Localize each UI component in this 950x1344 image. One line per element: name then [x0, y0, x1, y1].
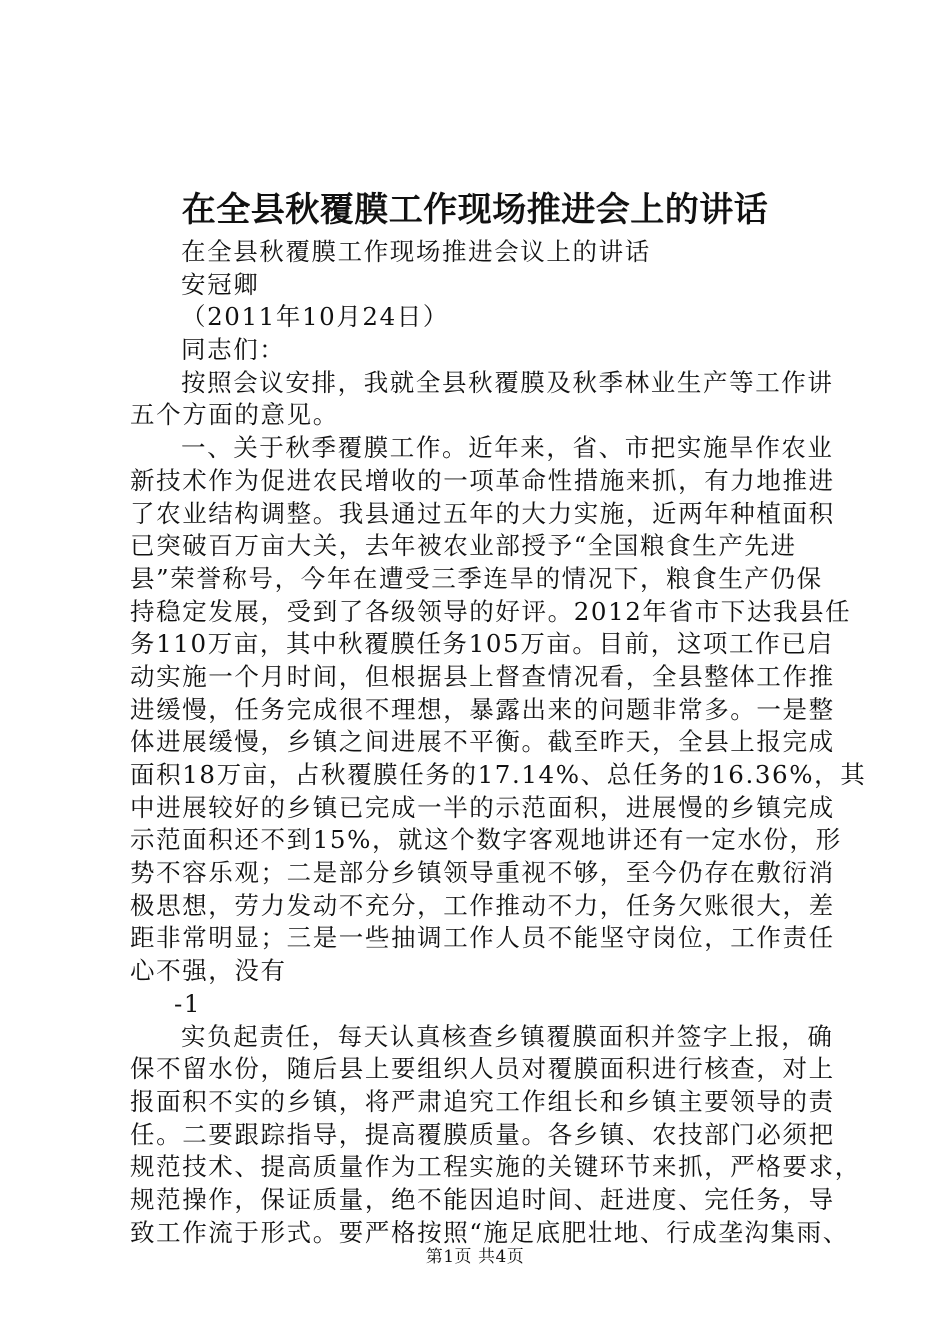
paragraph-line: 极思想，劳力发动不充分，工作推动不力，任务欠账很大，差: [130, 890, 835, 920]
paragraph-line: 保不留水份，随后县上要组织人员对覆膜面积进行核查，对上: [130, 1054, 835, 1084]
page-footer: 第1页 共4页: [425, 1247, 525, 1267]
paragraph-line: 致工作流于形式。要严格按照“施足底肥壮地、行成垄沟集雨、: [130, 1217, 849, 1247]
document-title: 在全县秋覆膜工作现场推进会上的讲话: [181, 190, 769, 230]
paragraph-line: 心不强，没有: [130, 956, 287, 986]
paragraph-line: 实负起责任，每天认真核查乡镇覆膜面积并签字上报，确: [181, 1021, 834, 1051]
paragraph-line: 按照会议安排，我就全县秋覆膜及秋季林业生产等工作讲: [181, 367, 834, 397]
paragraph-line: 五个方面的意见。: [130, 400, 339, 430]
paragraph-line: 任。二要跟踪指导，提高覆膜质量。各乡镇、农技部门必须把: [130, 1119, 835, 1149]
paragraph-line: 规范操作，保证质量，绝不能因追时间、赶进度、完任务，导: [130, 1184, 835, 1214]
subtitle-line: 在全县秋覆膜工作现场推进会议上的讲话: [181, 237, 651, 266]
paragraph-line: 新技术作为促进农民增收的一项革命性措施来抓，有力地推进: [130, 465, 835, 495]
paragraph-line: 一、关于秋季覆膜工作。近年来，省、市把实施旱作农业: [181, 433, 834, 463]
document-body: [130, 236, 867, 1249]
paragraph-line: 动实施一个月时间，但根据县上督查情况看，全县整体工作推: [130, 661, 835, 691]
paragraph-line: 了农业结构调整。我县通过五年的大力实施，近两年种植面积: [130, 498, 835, 528]
paragraph-line: 务110万亩，其中秋覆膜任务105万亩。目前，这项工作已启: [130, 629, 834, 659]
paragraph-line: 中进展较好的乡镇已完成一半的示范面积，进展慢的乡镇完成: [130, 792, 835, 822]
paragraph-line: 势不容乐观；二是部分乡镇领导重视不够，至今仍存在敷衍消: [130, 858, 835, 888]
paragraph-line: 进缓慢，任务完成很不理想，暴露出来的问题非常多。一是整: [130, 694, 835, 724]
paragraph-line: 体进展缓慢，乡镇之间进展不平衡。截至昨天，全县上报完成: [130, 727, 835, 757]
paragraph-line: 示范面积还不到15%，就这个数字客观地讲还有一定水份，形: [130, 825, 842, 855]
paragraph-line: 报面积不实的乡镇，将严肃追究工作组长和乡镇主要领导的责: [130, 1086, 835, 1116]
paragraph-line: -1: [174, 988, 202, 1018]
paragraph-line: 持稳定发展，受到了各级领导的好评。2012年省市下达我县任: [130, 596, 852, 626]
paragraph-line: 县”荣誉称号，今年在遭受三季连旱的情况下，粮食生产仍保: [130, 563, 823, 593]
paragraph-line: 距非常明显；三是一些抽调工作人员不能坚守岗位，工作责任: [130, 923, 835, 953]
paragraph-line: 已突破百万亩大关，去年被农业部授予“全国粮食生产先进: [130, 531, 797, 561]
paragraph-line: 面积18万亩，占秋覆膜任务的17.14%、总任务的16.36%，其: [130, 760, 867, 789]
date-line: （2011年10月24日）: [181, 302, 450, 332]
author-line: 安冠卿: [181, 269, 260, 299]
salutation-line: 同志们：: [181, 335, 286, 365]
paragraph-line: 规范技术、提高质量作为工程实施的关键环节来抓，严格要求，: [130, 1152, 861, 1182]
